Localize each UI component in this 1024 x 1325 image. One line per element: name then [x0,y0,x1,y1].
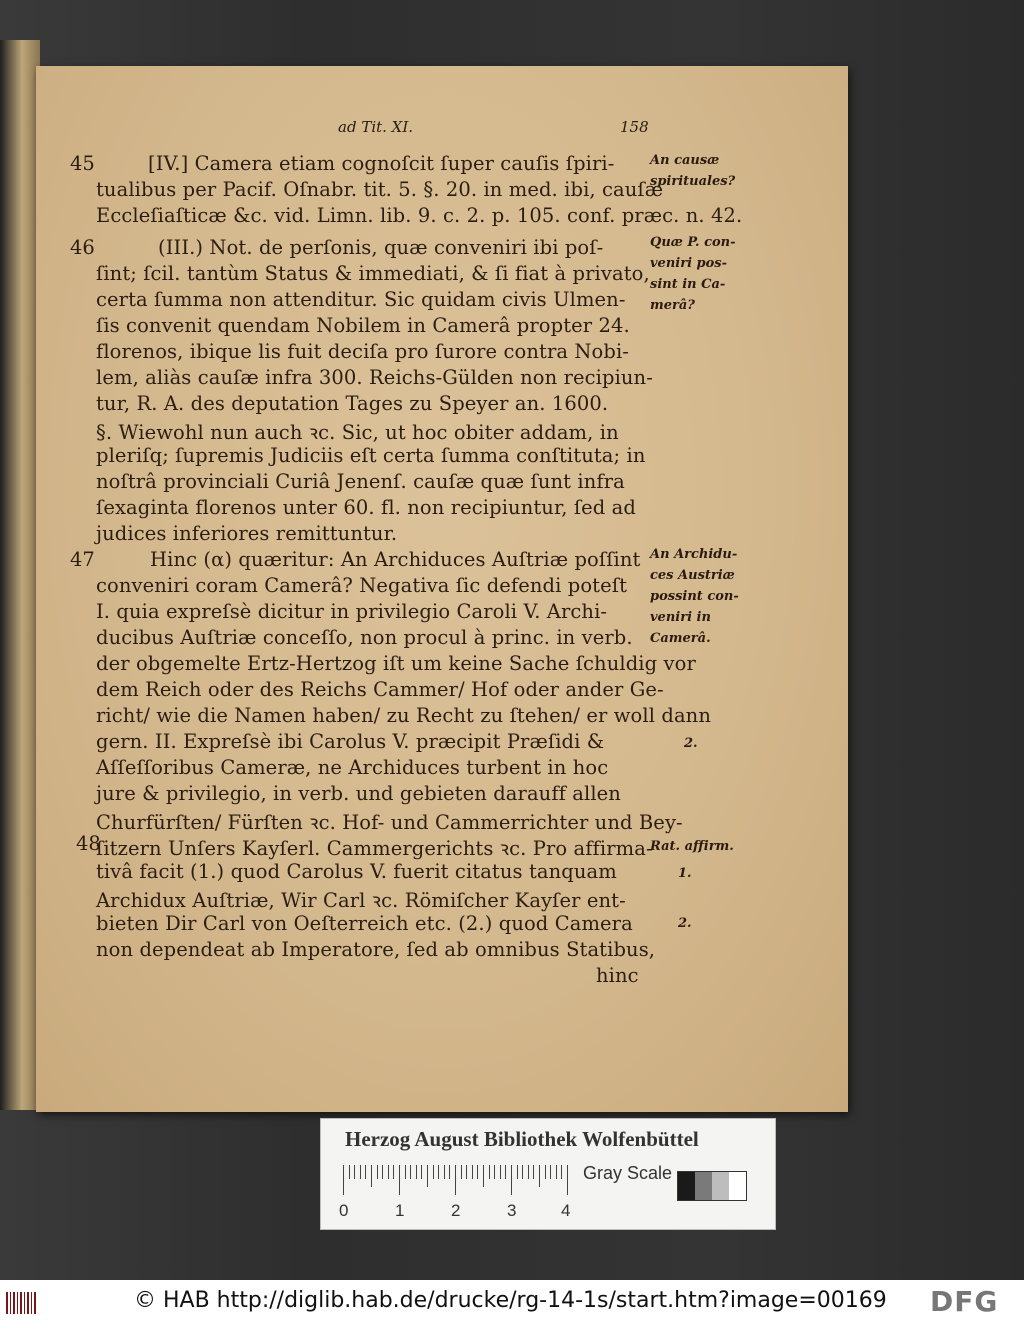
text-line: gern. II. Expreſsè ibi Carolus V. præcipit Præſidi & [96,730,605,753]
text-line: der obgemelte Ertz-Hertzog iſt um keine Sache ſchuldig vor [96,652,696,675]
text-line: Archidux Auſtriæ, Wir Carl ꝛc. Römiſcher Kayſer ent- [96,889,626,912]
section-number: 48 [76,832,101,855]
footer-bar [0,1280,1024,1325]
text-line: conveniri coram Camerâ? Negativa ſic defendi poteſt [96,574,628,597]
ruler-tick [410,1165,411,1179]
swatch [695,1172,712,1200]
ruler-tick [438,1165,439,1179]
swatch [712,1172,729,1200]
ruler-number: 0 [339,1201,349,1220]
ruler-tick [533,1165,534,1179]
ruler-tick [455,1165,456,1195]
ruler-tick [343,1165,344,1195]
text-line: non dependeat ab Imperatore, ſed ab omnibus Statibus, [96,938,656,961]
text-line: Aſſeſſoribus Cameræ, ne Archiduces turbent in hoc [96,756,609,779]
text-line: tur, R. A. des deputation Tages zu Speyer an. 1600. [96,392,609,415]
ruler-number: 2 [451,1201,461,1220]
ruler-number: 4 [561,1201,571,1220]
text-line: Churfürſten/ Fürſten ꝛc. Hof- und Cammerrichter und Bey- [96,811,683,834]
text-line: §. Wiewohl nun auch ꝛc. Sic, ut hoc obiter addam, in [96,421,619,444]
ruler-number: 3 [507,1201,517,1220]
ruler-tick [461,1165,462,1179]
text-line: judices inferiores remittuntur. [96,522,398,545]
ruler-tick [545,1165,546,1179]
copyright-link[interactable]: © HAB http://diglib.hab.de/drucke/rg-14-1s/start.htm?image=00169 [134,1288,887,1313]
ruler-tick [382,1165,383,1179]
ruler-tick [528,1165,529,1179]
swatch [678,1172,695,1200]
running-header [0,118,1024,142]
adjacent-page-edge [0,40,40,1110]
text-line: ſitzern Unſers Kayſerl. Cammergerichts ꝛc. Pro affirma- [96,837,653,860]
gray-scale-swatches [677,1171,747,1201]
ruler-tick [522,1165,523,1179]
text-line: Eccleſiaſticæ &c. vid. Limn. lib. 9. c. 2. p. 105. conf. præc. n. 42. [96,204,743,227]
ruler-tick [500,1165,501,1179]
dfg-logo: DFG [930,1285,999,1318]
text-line: [IV.] Camera etiam cognoſcit ſuper cauſis ſpiri- [148,152,615,175]
text-line: jure & privilegio, in verb. und gebieten darauff allen [96,782,621,805]
card-title: Herzog August Bibliothek Wolfenbüttel [345,1127,699,1151]
ruler-tick [388,1165,389,1179]
margin-enum: 2. [678,916,692,931]
ruler-tick [399,1165,400,1195]
text-line: florenos, ibique lis fuit deciſa pro ſurore contra Nobi- [96,340,629,363]
ruler-tick [556,1165,557,1179]
marginal-note: An Archidu- ces Austriæ possint con- veniri in Camerâ. [650,547,739,646]
page-number: 158 [620,118,649,136]
ruler-tick [421,1165,422,1179]
ruler-tick [567,1165,568,1195]
text-line: bieten Dir Carl von Oeſterreich etc. (2.) quod Camera [96,912,633,935]
ruler-tick [433,1165,434,1179]
ruler-tick [365,1165,366,1179]
hab-logo-icon [6,1292,38,1314]
header-title: ad Tit. XI. [338,118,414,136]
ruler-number: 1 [395,1201,405,1220]
ruler-tick [477,1165,478,1179]
ruler-tick [377,1165,378,1179]
text-line: ſexaginta florenos unter 60. fl. non recipiuntur, ſed ad [96,496,636,519]
gray-scale-label: Gray Scale [583,1163,673,1183]
ruler-tick [349,1165,350,1179]
text-line: tualibus per Pacif. Oſnabr. tit. 5. §. 20. in med. ibi, cauſæ [96,178,664,201]
ruler-tick [539,1165,540,1187]
ruler-tick [517,1165,518,1179]
text-line: pleriſq; ſupremis Judiciis eſt certa ſumma conſtituta; in [96,444,646,467]
ruler-tick [561,1165,562,1179]
ruler-tick [354,1165,355,1179]
ruler-tick [505,1165,506,1179]
text-line: (III.) Not. de perſonis, quæ conveniri ibi poſ- [158,236,604,259]
ruler-tick [466,1165,467,1179]
text-line: ſint; ſcil. tantùm Status & immediati, & ſi fiat à privato, [96,262,650,285]
ruler-tick [483,1165,484,1187]
text-line: noſtrâ provinciali Curiâ Jenenſ. cauſæ quæ ſunt infra [96,470,625,493]
text-line: lem, aliàs cauſæ infra 300. Reichs-Gülden non recipiun- [96,366,653,389]
ruler-tick [494,1165,495,1179]
ruler-tick [489,1165,490,1179]
section-number: 47 [70,548,95,571]
text-line: certa ſumma non attenditur. Sic quidam civis Ulmen- [96,288,626,311]
ruler-tick [472,1165,473,1179]
text-line: Hinc (α) quæritur: An Archiduces Auſtriæ poſſint [150,548,641,571]
section-number: 45 [70,152,95,175]
ruler-scale [343,1165,575,1195]
color-reference-card [320,1118,776,1230]
margin-enum: 1. [678,866,692,881]
marginal-note: Quæ P. con- veniri pos- sint in Ca- merâ? [650,235,736,313]
marginal-note: Rat. affirm. [650,839,734,854]
marginal-note: An causæ spirituales? [650,153,736,189]
section-number: 46 [70,236,95,259]
ruler-tick [511,1165,512,1195]
ruler-tick [405,1165,406,1179]
ruler-tick [393,1165,394,1179]
margin-enum: 2. [684,736,698,751]
text-line: dem Reich oder des Reichs Cammer/ Hof oder ander Ge- [96,678,664,701]
ruler-tick [550,1165,551,1179]
ruler-tick [449,1165,450,1179]
ruler-tick [416,1165,417,1179]
text-line: hinc [596,964,639,987]
text-line: tivâ facit (1.) quod Carolus V. fuerit citatus tanquam [96,860,617,883]
ruler-tick [427,1165,428,1187]
ruler-tick [371,1165,372,1187]
ruler-tick [360,1165,361,1179]
ruler-tick [444,1165,445,1179]
text-line: ducibus Auſtriæ conceſſo, non procul à princ. in verb. [96,626,633,649]
text-line: I. quia expreſsè dicitur in privilegio Caroli V. Archi- [96,600,608,623]
swatch [729,1172,746,1200]
text-line: richt/ wie die Namen haben/ zu Recht zu ſtehen/ er woll dann [96,704,711,727]
text-line: ſis convenit quendam Nobilem in Camerâ propter 24. [96,314,630,337]
